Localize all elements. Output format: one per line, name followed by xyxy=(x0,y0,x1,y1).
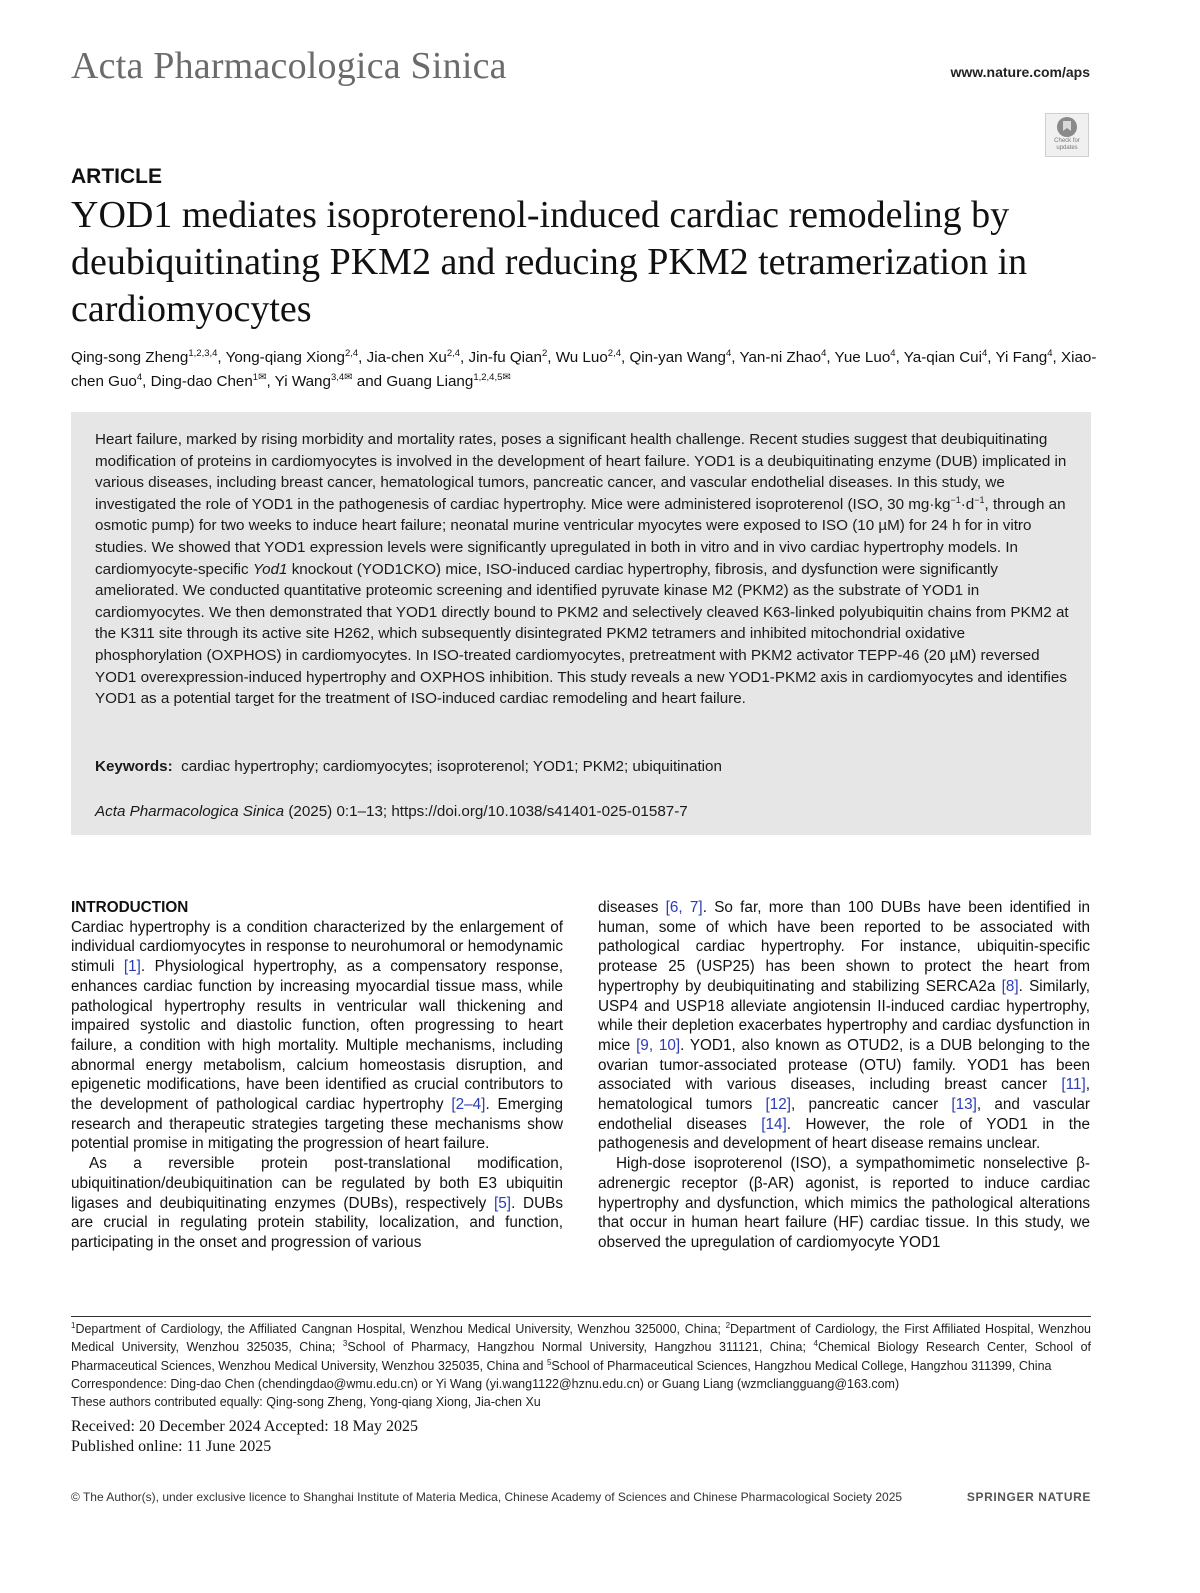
author-affiliation: 1✉ xyxy=(252,371,267,383)
reference-link[interactable]: [14] xyxy=(761,1115,787,1133)
author[interactable] xyxy=(71,349,217,366)
author-name: Xiao-chen Guo xyxy=(71,349,1097,390)
author-separator: , xyxy=(460,349,469,366)
author-separator: , xyxy=(826,349,835,366)
reference-link[interactable]: [11] xyxy=(1061,1076,1086,1094)
envelope-icon[interactable]: ✉ xyxy=(344,371,353,383)
text-run: diseases xyxy=(598,899,666,916)
text-run: knockout (YOD1CKO) mice, ISO-induced cardiac hypertrophy, fibrosis, and dysfunction were significantly ameliorated. We conducted quantitative proteomic screening and identified pyruvate kinase M2 (PKM2) as the substrate of YOD1 in cardiomyocytes. We then demonstrated that YOD1 directly bound to PKM2 and selectively cleaved K63-linked polyubiquitin chains from PKM2 at the K311 site through its active site H262, which subsequently disintegrated PKM2 tetramers and inhibited mitochondrial oxidative phosphorylation (OXPHOS) in cardiomyocytes. In ISO-treated cardiomyocytes, pretreatment with PKM2 activator TEPP-46 (20 µM) reversed YOD1 overexpression-induced hypertrophy and OXPHOS inhibition. This study reveals a new YOD1-PKM2 axis in cardiomyocytes and identifies YOD1 as a potential target for the treatment of ISO-induced cardiac remodeling and heart failure. xyxy=(95,560,1069,708)
body-column-right xyxy=(598,898,1090,1253)
body-column-left xyxy=(71,898,563,1253)
author[interactable] xyxy=(556,349,621,366)
text-run: . YOD1, also known as OTUD2, is a DUB belonging to the ovarian tumor-associated protease (OTU) family. YOD1 has been associated with various diseases, including breast cancer xyxy=(598,1036,1090,1094)
author-separator: , xyxy=(1052,349,1061,366)
paragraph xyxy=(598,898,1090,1154)
author-affiliation: 4 xyxy=(821,347,827,359)
affiliation-text: Department of Cardiology, the First Affiliated Hospital, Wenzhou Medical University, Wenzhou 325035, China; xyxy=(71,1322,1091,1355)
author-affiliation: 2,4 xyxy=(344,347,359,359)
author-separator: , xyxy=(731,349,740,366)
affiliations xyxy=(71,1320,1091,1375)
keywords-label: Keywords: xyxy=(95,758,173,775)
envelope-icon[interactable]: ✉ xyxy=(502,371,511,383)
text-run: High-dose isoproterenol (ISO), a sympathomimetic nonselective β-adrenergic receptor (β-AR) agonist, is reported to induce cardiac hypertrophy and dysfunction, which mimics the pathological alterations that occur in human heart failure (HF) cardiac tissue. In this study, we observed the upregulation of cardiomyocyte YOD1 xyxy=(598,1155,1090,1251)
text-run: . So far, more than 100 DUBs have been identified in human, some of which have been reported to be associated with pathological cardiac hypertrophy. For instance, ubiquitin-specific protease 25 (USP25) has been shown to protect the heart from hypertrophy by deubiquitinating and stabilizing SERCA2a xyxy=(598,899,1091,995)
text-run: , and vascular endothelial diseases xyxy=(598,1096,1091,1133)
author-name: Jia-chen Xu xyxy=(366,349,447,366)
author-name: Yi Wang xyxy=(274,373,331,390)
text-run: Cardiac hypertrophy is a condition characterized by the enlargement of individual cardiomyocytes in response to neurohumoral or hemodynamic stimuli xyxy=(71,918,563,976)
author-separator: , xyxy=(547,349,556,366)
author-name: Qing-song Zheng xyxy=(71,349,189,366)
author[interactable] xyxy=(739,349,826,366)
check-updates-caption: Check for updates xyxy=(1054,138,1080,151)
envelope-icon[interactable]: ✉ xyxy=(258,371,267,383)
author[interactable] xyxy=(995,349,1052,366)
author-separator: and xyxy=(352,373,387,390)
text-run: As a reversible protein post-translational modification, ubiquitination/deubiquitination can be regulated by both E3 ubiquitin ligases and deubiquitinating enzymes (DUBs), respectively xyxy=(71,1155,563,1212)
correspondence: Correspondence: Ding-dao Chen (chendingdao@wmu.edu.cn) or Yi Wang (yi.wang1122@hznu.edu.cn) or Guang Liang (wzmcliangguang@163.com) xyxy=(71,1376,900,1391)
paragraph xyxy=(71,918,563,1154)
text-run: , pancreatic cancer xyxy=(791,1096,952,1114)
article-type-label: ARTICLE xyxy=(71,165,162,188)
superscript: −1 xyxy=(974,494,985,505)
reference-link[interactable]: [1] xyxy=(123,958,141,976)
author-separator: , xyxy=(987,349,996,366)
text-run: , hematological tumors xyxy=(598,1076,1090,1114)
affiliation-number: 2 xyxy=(725,1320,731,1330)
published-date: Published online: 11 June 2025 xyxy=(71,1438,272,1455)
reference-link[interactable]: [12] xyxy=(765,1096,792,1114)
reference-link[interactable]: [9, 10] xyxy=(636,1036,681,1054)
publisher-logo: SPRINGER NATURE xyxy=(966,1490,1091,1504)
keywords-line xyxy=(95,758,1070,775)
author-separator: , xyxy=(358,349,367,366)
author-affiliation: 4 xyxy=(136,371,143,383)
text-run: , through an osmotic pump) for two weeks to induce heart failure; neonatal murine ventricular myocytes were exposed to ISO (10 µM) for 24 h for in vitro studies. We showed that YOD1 expression levels were significantly upregulated in both in vitro and in vivo cardiac hypertrophy models. In cardiomyocyte-specific xyxy=(95,495,1066,578)
citation-doi[interactable]: (2025) 0:1–13; https://doi.org/10.1038/s41401-025-01587-7 xyxy=(284,803,688,820)
author-name: Ya-qian Cui xyxy=(903,349,982,366)
affiliation-number: 4 xyxy=(813,1339,818,1349)
author[interactable] xyxy=(469,349,548,366)
reference-link[interactable]: [13] xyxy=(951,1096,977,1114)
author-separator: , xyxy=(142,373,151,390)
reference-link[interactable]: [6, 7] xyxy=(665,899,703,916)
abstract-text xyxy=(95,429,1070,710)
affiliation-text: School of Pharmaceutical Sciences, Hangzhou Medical College, Hangzhou 311399, China xyxy=(551,1358,1052,1373)
author-separator: , xyxy=(266,373,275,390)
author-name: Guang Liang xyxy=(386,373,474,390)
author[interactable] xyxy=(367,349,460,366)
section-heading-introduction: INTRODUCTION xyxy=(71,899,189,916)
affiliation-text: School of Pharmacy, Hangzhou Normal University, Hangzhou 311121, China; xyxy=(347,1340,814,1355)
copyright-notice: © The Author(s), under exclusive licence to Shanghai Institute of Materia Medica, Chinese Academy of Sciences and Chinese Pharmacological Society 2025 xyxy=(71,1490,903,1504)
author-name: Yong-qiang Xiong xyxy=(225,349,345,366)
author[interactable] xyxy=(226,349,359,366)
journal-name: Acta Pharmacologica Sinica xyxy=(71,45,507,87)
check-for-updates-badge[interactable] xyxy=(1045,113,1089,157)
footnotes xyxy=(71,1320,1091,1411)
author-affiliation: 1,2,4,5✉ xyxy=(473,371,511,383)
italic-text: Yod1 xyxy=(252,560,288,578)
author[interactable] xyxy=(386,373,510,390)
author-name: Ding-dao Chen xyxy=(150,373,253,390)
author-affiliation: 2,4 xyxy=(446,347,461,359)
author-affiliation: 3,4✉ xyxy=(330,371,353,383)
keywords-values: cardiac hypertrophy; cardiomyocytes; isoproterenol; YOD1; PKM2; ubiquitination xyxy=(181,758,722,775)
affiliation-text: Chemical Biology Research Center, School of Pharmaceutical Sciences, Wenzhou Medical University, Wenzhou 325035, China and xyxy=(71,1340,1091,1373)
footnote-divider xyxy=(71,1316,1091,1317)
affiliation-number: 3 xyxy=(342,1339,348,1349)
reference-link[interactable]: [8] xyxy=(1001,977,1019,995)
bookmark-icon xyxy=(1057,117,1077,137)
reference-link[interactable]: [5] xyxy=(494,1194,512,1212)
author[interactable] xyxy=(275,373,353,390)
author-affiliation: 1,2,3,4 xyxy=(188,347,218,359)
author[interactable] xyxy=(151,373,267,390)
author-name: Jin-fu Qian xyxy=(468,349,542,366)
author-list xyxy=(71,346,1111,394)
author-separator: , xyxy=(217,349,226,366)
affiliation-number: 5 xyxy=(546,1357,552,1367)
author-name: Qin-yan Wang xyxy=(629,349,726,366)
citation-journal: Acta Pharmacologica Sinica xyxy=(95,803,285,820)
citation-line xyxy=(95,803,1070,820)
author-affiliation: 2 xyxy=(541,347,548,359)
publication-dates xyxy=(71,1417,418,1457)
text-run: . Physiological hypertrophy, as a compensatory response, enhances cardiac function by increasing myocardial tissue mass, while pathological hypertrophy results in ventricular wall thickening and impaired systolic and diastolic function, often progressing to heart failure, a condition with high mortality. Multiple mechanisms, including abnormal energy metabolism, calcium homeostasis disruption, and epigenetic modifications, have been identified as crucial contributors to the development of pathological cardiac hypertrophy xyxy=(71,958,564,1114)
paragraph xyxy=(71,1154,563,1253)
text-run: Heart failure, marked by rising morbidity and mortality rates, poses a significant health challenge. Recent studies suggest that deubiquitinating modification of proteins in cardiomyocytes is involved in the development of heart failure. YOD1 is a deubiquitinating enzyme (DUB) implicated in various diseases, including breast cancer, hematological tumors, pancreatic cancer, and vascular endothelial diseases. In this study, we investigated the role of YOD1 in the pathogenesis of cardiac hypertrophy. Mice were administered isoproterenol (ISO, 30 mg·kg xyxy=(95,431,1067,513)
author-affiliation: 4 xyxy=(890,347,896,359)
author-name: Wu Luo xyxy=(555,349,608,366)
journal-url-link[interactable]: www.nature.com/aps xyxy=(950,64,1090,80)
author[interactable] xyxy=(629,349,731,366)
article-title: YOD1 mediates isoproterenol-induced cardiac remodeling by deubiquitinating PKM2 and reducing PKM2 tetramerization in cardiomyocytes xyxy=(71,194,1028,330)
author-affiliation: 4 xyxy=(981,347,988,359)
author-separator: , xyxy=(895,349,904,366)
author-separator: , xyxy=(621,349,630,366)
text-run: . DUBs are crucial in regulating protein stability, localization, and function, participating in the onset and progression of various xyxy=(71,1194,563,1251)
author[interactable] xyxy=(904,349,988,366)
author-affiliation: 4 xyxy=(1047,347,1053,359)
author-name: Yan-ni Zhao xyxy=(739,349,822,366)
affiliation-text: Department of Cardiology, the Affiliated Cangnan Hospital, Wenzhou Medical University, Wenzhou 325000, China; xyxy=(75,1322,726,1336)
author-affiliation: 2,4 xyxy=(607,347,621,359)
author-name: Yue Luo xyxy=(834,349,891,366)
affiliation-number: 1 xyxy=(71,1320,76,1330)
author-name: Yi Fang xyxy=(995,349,1048,366)
text-run: . However, the role of YOD1 in the pathogenesis and development of heart disease remains unclear. xyxy=(598,1115,1090,1153)
author-affiliation: 4 xyxy=(725,347,732,359)
paragraph xyxy=(598,1154,1090,1253)
text-run: . Similarly, USP4 and USP18 alleviate angiotensin II-induced cardiac hypertrophy, while their depletion exacerbates hypertrophy and cardiac dysfunction in mice xyxy=(598,977,1090,1054)
text-run: . Emerging research and therapeutic strategies targeting these mechanisms show potential promise in mitigating the progression of heart failure. xyxy=(71,1096,563,1153)
reference-link[interactable]: [2–4] xyxy=(451,1096,486,1114)
equal-contribution: These authors contributed equally: Qing-song Zheng, Yong-qiang Xiong, Jia-chen Xu xyxy=(71,1395,541,1410)
author[interactable] xyxy=(835,349,896,366)
text-run: ·d xyxy=(960,495,975,513)
superscript: −1 xyxy=(950,494,961,505)
received-accepted-date: Received: 20 December 2024 Accepted: 18 May 2025 xyxy=(71,1418,418,1435)
